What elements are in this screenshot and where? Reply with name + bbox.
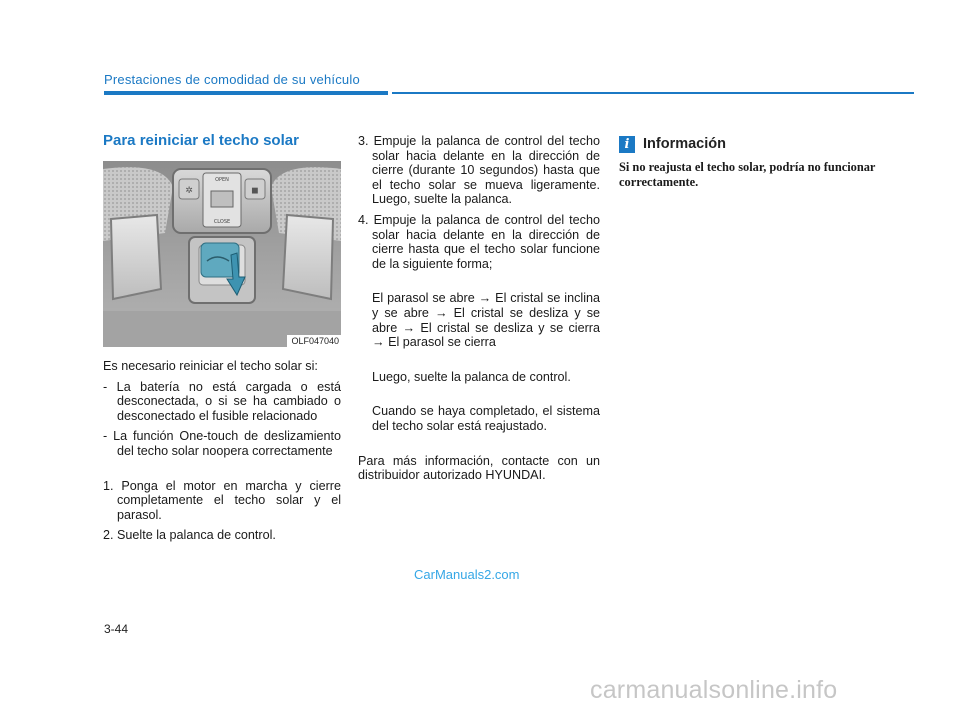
header-bar: [104, 91, 388, 95]
info-title: Información: [643, 136, 726, 152]
sequence-block: [358, 291, 600, 433]
bullet-item: - La función One-touch de deslizamiento del techo solar noopera correctamente: [103, 429, 341, 458]
step-item: 1. Ponga el motor en marcha y cierre completamente el techo solar y el parasol.: [103, 478, 341, 522]
open-label: OPEN: [215, 177, 229, 183]
svg-text:✲: ✲: [185, 186, 193, 196]
page-number: 3-44: [104, 622, 129, 636]
column-middle: [358, 134, 600, 483]
release-text: Luego, suelte la palanca de control.: [372, 369, 571, 384]
footer-watermark: carmanualsonline.info: [590, 676, 838, 704]
intro-text: Es necesario reiniciar el techo solar si:: [103, 359, 318, 373]
column-right: [619, 134, 915, 189]
step-item: 4. Empuje la palanca de control del techo solar hacia delante en la dirección de cierre hasta que el techo solar funcione de la siguiente forma;: [358, 212, 600, 271]
close-label: CLOSE: [213, 219, 231, 225]
watermark: CarManuals2.com: [414, 567, 520, 582]
contact-text: Para más información, contacte con un distribuidor autorizado HYUNDAI.: [358, 453, 600, 483]
step-item: 3. Empuje la palanca de control del techo solar hacia delante en la dirección de cierre (durante 10 segundos) hasta que el techo solar se mueva ligeramente. Luego, suelte la palanca.: [358, 134, 600, 207]
sequence-text: El parasol se abre → El cristal se inclina y se abre → El cristal se desliza y se abre → El cristal se desliza y se cierra → El parasol se cierra: [372, 291, 600, 350]
info-icon: i: [619, 136, 635, 153]
header-rule: [392, 92, 914, 94]
info-text: Si no reajusta el techo solar, podría no funcionar correctamente.: [619, 160, 876, 189]
section-title: Para reiniciar el techo solar: [103, 132, 299, 149]
overhead-console-illustration: [103, 161, 341, 347]
info-header: [619, 134, 915, 154]
step-item: 2. Suelte la palanca de control.: [103, 528, 276, 543]
bullet-item: - La batería no está cargada o está desconectada, o si se ha cambiado o desconectado el fusible relacionado: [103, 379, 341, 423]
figure-code: OLF047040: [287, 335, 341, 347]
sunroof-console-figure: [103, 161, 341, 347]
svg-text:◼: ◼: [251, 186, 259, 196]
column-left: [103, 132, 341, 543]
completed-text: Cuando se haya completado, el sistema del techo solar está reajustado.: [372, 404, 600, 433]
section-header: Prestaciones de comodidad de su vehículo: [104, 72, 360, 87]
